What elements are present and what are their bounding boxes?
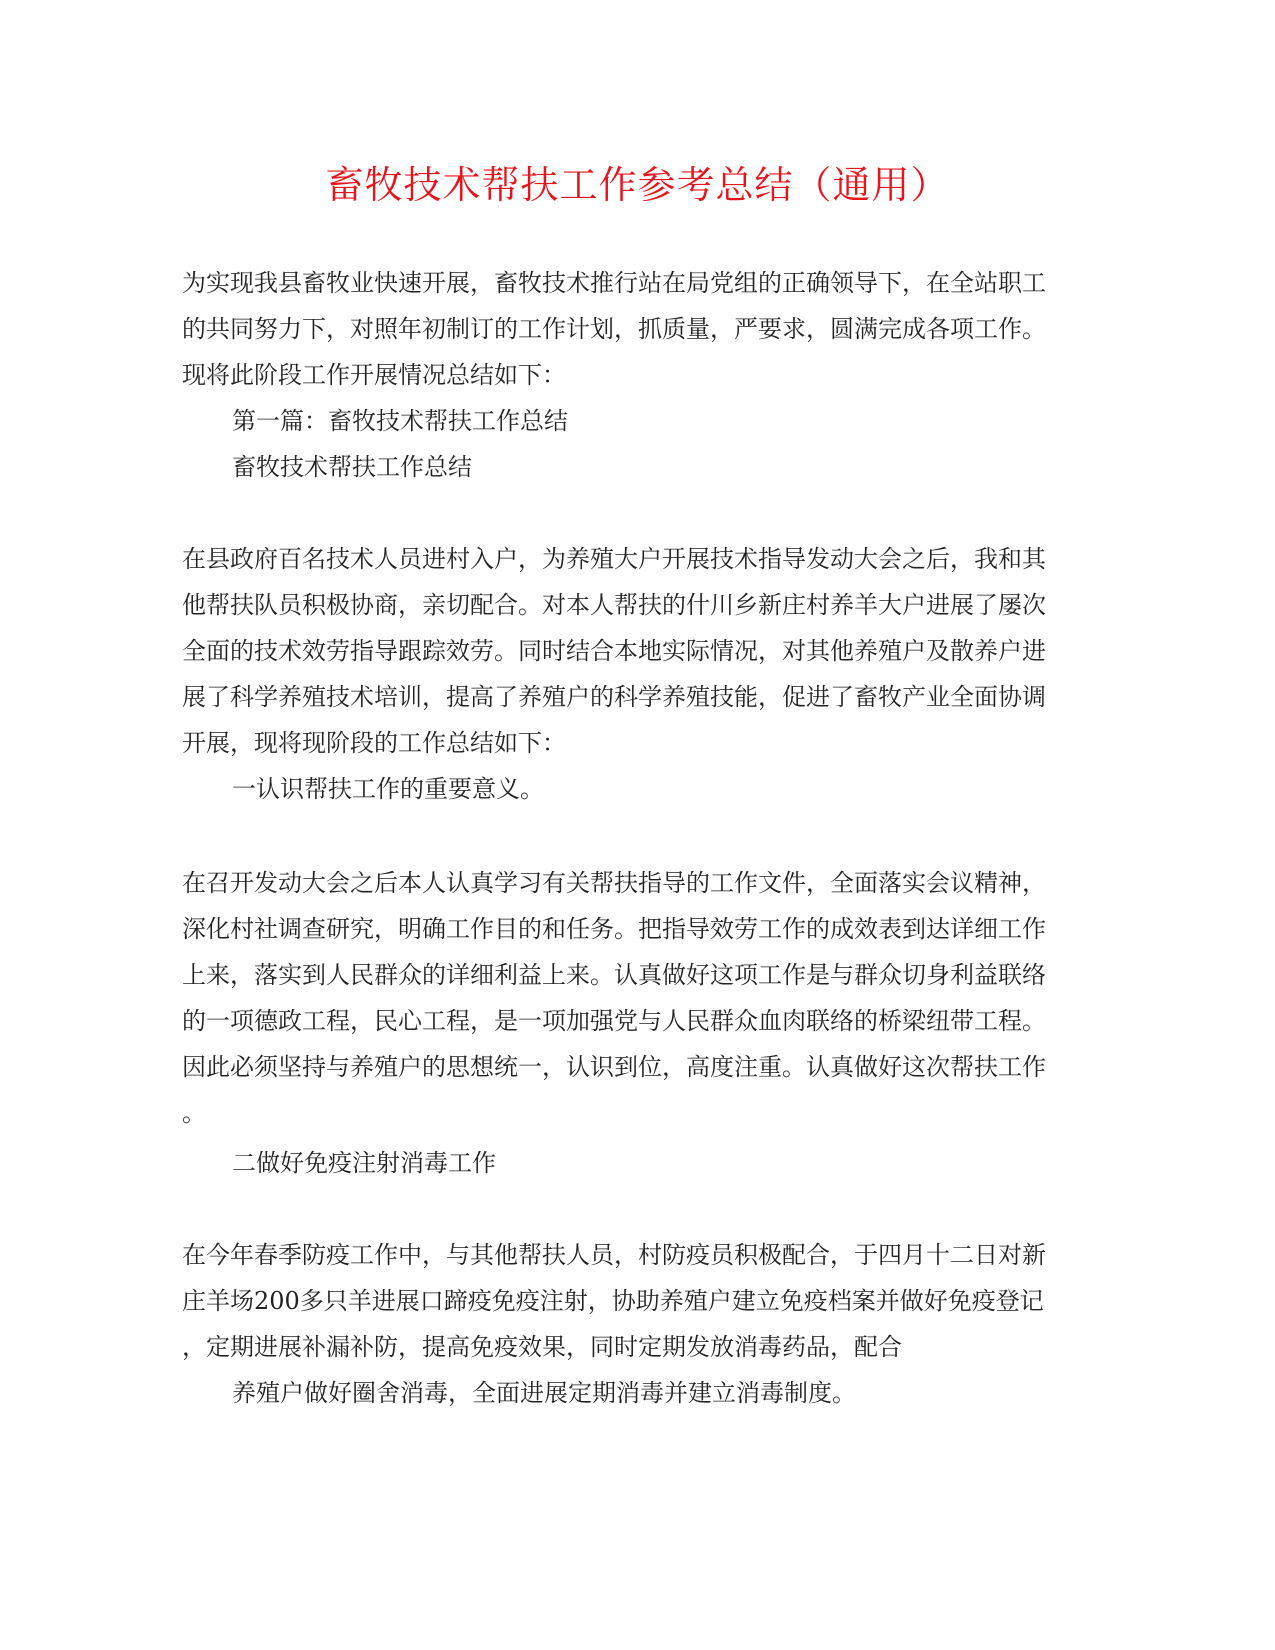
section-heading: 一认识帮扶工作的重要意义。 xyxy=(232,775,544,803)
paragraph-line: 。 xyxy=(182,1099,206,1127)
paragraph-line: 展了科学养殖技术培训，提高了养殖户的科学养殖技能，促进了畜牧产业全面协调 xyxy=(182,683,1046,711)
document-title: 畜牧技术帮扶工作参考总结（通用） xyxy=(325,163,950,207)
paragraph-line: 的共同努力下，对照年初制订的工作计划，抓质量，严要求，圆满完成各项工作。 xyxy=(182,315,1046,343)
paragraph-line: 上来，落实到人民群众的详细利益上来。认真做好这项工作是与群众切身利益联络 xyxy=(182,961,1046,989)
paragraph-line: 在县政府百名技术人员进村入户，为养殖大户开展技术指导发动大会之后，我和其 xyxy=(182,545,1046,573)
paragraph-line: 全面的技术效劳指导跟踪效劳。同时结合本地实际情况，对其他养殖户及散养户进 xyxy=(182,637,1046,665)
paragraph-line: 为实现我县畜牧业快速开展，畜牧技术推行站在局党组的正确领导下，在全站职工 xyxy=(182,269,1046,297)
section-heading: 二做好免疫注射消毒工作 xyxy=(232,1149,496,1177)
section-heading: 第一篇：畜牧技术帮扶工作总结 xyxy=(232,407,568,435)
paragraph-line: 在今年春季防疫工作中，与其他帮扶人员，村防疫员积极配合，于四月十二日对新 xyxy=(182,1241,1046,1269)
paragraph-line: 因此必须坚持与养殖户的思想统一，认识到位，高度注重。认真做好这次帮扶工作 xyxy=(182,1053,1046,1081)
paragraph-line: 在召开发动大会之后本人认真学习有关帮扶指导的工作文件，全面落实会议精神， xyxy=(182,869,1046,897)
paragraph-line: 养殖户做好圈舍消毒，全面进展定期消毒并建立消毒制度。 xyxy=(232,1379,856,1407)
paragraph-line: 开展，现将现阶段的工作总结如下： xyxy=(182,729,566,757)
paragraph-line: 他帮扶队员积极协商，亲切配合。对本人帮扶的什川乡新庄村养羊大户进展了屡次 xyxy=(182,591,1046,619)
paragraph-line: ，定期进展补漏补防，提高免疫效果，同时定期发放消毒药品，配合 xyxy=(182,1333,902,1361)
paragraph-line: 庄羊场200多只羊进展口蹄疫免疫注射，协助养殖户建立免疫档案并做好免疫登记 xyxy=(182,1287,1044,1315)
section-heading: 畜牧技术帮扶工作总结 xyxy=(232,453,472,481)
paragraph-line: 现将此阶段工作开展情况总结如下： xyxy=(182,361,566,389)
paragraph-line: 的一项德政工程，民心工程，是一项加强党与人民群众血肉联络的桥梁纽带工程。 xyxy=(182,1007,1046,1035)
paragraph-line: 深化村社调查研究，明确工作目的和任务。把指导效劳工作的成效表到达详细工作 xyxy=(182,915,1046,943)
